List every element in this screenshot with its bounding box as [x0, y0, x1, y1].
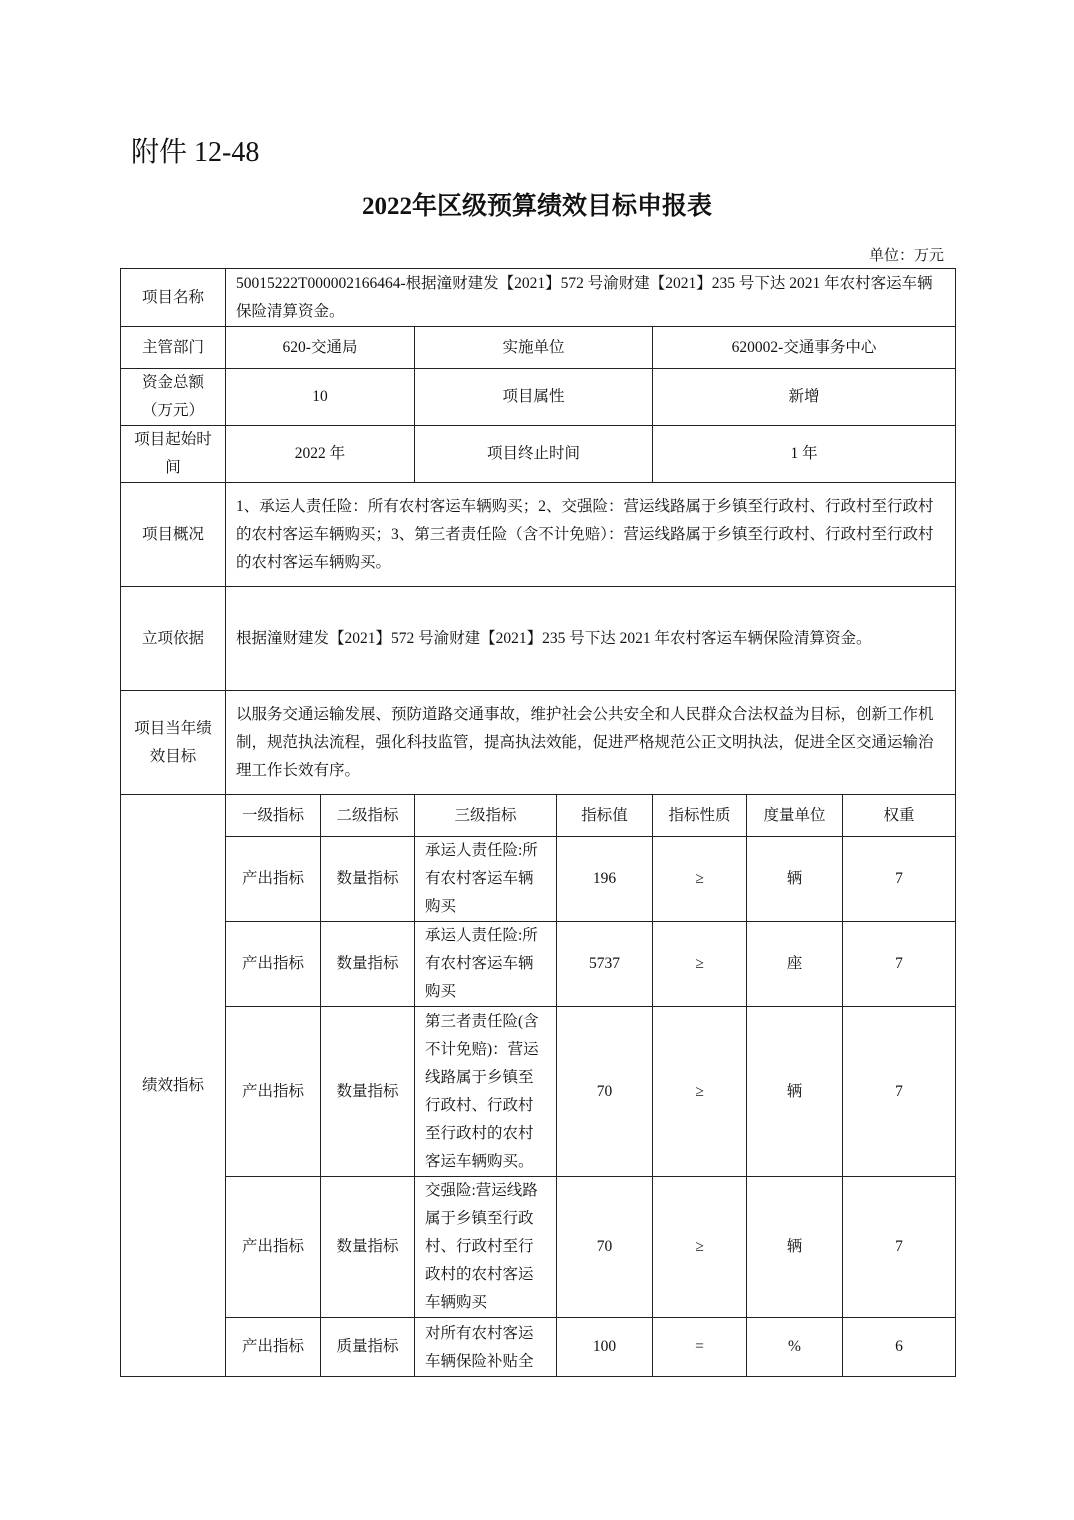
impl-unit-label: 实施单位 — [415, 327, 653, 369]
budget-performance-table — [120, 268, 956, 1377]
weight: 6 — [843, 1318, 956, 1377]
unit: % — [747, 1318, 843, 1377]
unit-label: 单位：万元 — [868, 248, 944, 264]
dept-label: 主管部门 — [121, 327, 226, 369]
level3: 第三者责任险(含不计免赔)：营运线路属于乡镇至行政村、行政村至行政村的农村客运车辆购买。 — [415, 1007, 557, 1177]
level3: 承运人责任险:所有农村客运车辆购买 — [415, 837, 557, 922]
document-title: 2022年区级预算绩效目标申报表 — [361, 193, 712, 220]
weight: 7 — [843, 922, 956, 1007]
indicators-label: 绩效指标 — [121, 795, 226, 1377]
unit: 座 — [747, 922, 843, 1007]
level2: 数量指标 — [321, 1177, 415, 1318]
level2: 数量指标 — [321, 1007, 415, 1177]
level2: 数量指标 — [321, 922, 415, 1007]
nature: ≥ — [653, 922, 747, 1007]
start-time-label: 项目起始时间 — [121, 426, 226, 483]
header-value: 指标值 — [557, 795, 653, 837]
attr-label: 项目属性 — [415, 369, 653, 426]
value: 100 — [557, 1318, 653, 1377]
value: 70 — [557, 1177, 653, 1318]
level3: 交强险:营运线路属于乡镇至行政村、行政村至行政村的农村客运车辆购买 — [415, 1177, 557, 1318]
end-time-value: 1 年 — [653, 426, 956, 483]
level1: 产出指标 — [226, 1177, 321, 1318]
unit: 辆 — [747, 1177, 843, 1318]
end-time-label: 项目终止时间 — [415, 426, 653, 483]
level3: 对所有农村客运车辆保险补贴全 — [425, 1325, 534, 1370]
nature: ≥ — [653, 837, 747, 922]
value: 196 — [557, 837, 653, 922]
header-unit: 度量单位 — [747, 795, 843, 837]
project-name-label: 项目名称 — [121, 269, 226, 327]
unit: 辆 — [747, 837, 843, 922]
header-level1: 一级指标 — [226, 795, 321, 837]
attr-value: 新增 — [653, 369, 956, 426]
nature: ≥ — [653, 1007, 747, 1177]
level1: 产出指标 — [226, 1318, 321, 1377]
header-level2: 二级指标 — [321, 795, 415, 837]
nature: = — [653, 1318, 747, 1377]
basis-value: 根据潼财建发【2021】572 号渝财建【2021】235 号下达 2021 年农村客运车辆保险清算资金。 — [226, 587, 956, 691]
weight: 7 — [843, 1007, 956, 1177]
overview-label: 项目概况 — [121, 483, 226, 587]
nature: ≥ — [653, 1177, 747, 1318]
dept-value: 620-交通局 — [226, 327, 415, 369]
goal-value: 以服务交通运输发展、预防道路交通事故，维护社会公共安全和人民群众合法权益为目标，创新工作机制，规范执法流程，强化科技监管，提高执法效能，促进严格规范公正文明执法，促进全区交通运输治理工作长效有序。 — [226, 691, 956, 795]
start-time-value: 2022 年 — [226, 426, 415, 483]
basis-label: 立项依据 — [121, 587, 226, 691]
table-row — [121, 1007, 956, 1177]
table-row — [121, 1318, 956, 1377]
level1: 产出指标 — [226, 1007, 321, 1177]
attachment-number: 附件 12-48 — [131, 137, 260, 168]
level2: 质量指标 — [321, 1318, 415, 1377]
impl-unit-value: 620002-交通事务中心 — [653, 327, 956, 369]
table-row — [121, 837, 956, 922]
value: 5737 — [557, 922, 653, 1007]
table-row — [121, 1177, 956, 1318]
level1: 产出指标 — [226, 922, 321, 1007]
indicator-header-row — [121, 795, 956, 837]
value: 70 — [557, 1007, 653, 1177]
overview-value: 1、承运人责任险：所有农村客运车辆购买；2、交强险：营运线路属于乡镇至行政村、行政村至行政村的农村客运车辆购买；3、第三者责任险（含不计免赔）：营运线路属于乡镇至行政村、行政村至行政村的农村客运车辆购买。 — [226, 483, 956, 587]
funds-label: 资金总额（万元） — [121, 369, 226, 426]
level1: 产出指标 — [226, 837, 321, 922]
weight: 7 — [843, 1177, 956, 1318]
level3: 承运人责任险:所有农村客运车辆购买 — [415, 922, 557, 1007]
level2: 数量指标 — [321, 837, 415, 922]
header-nature: 指标性质 — [653, 795, 747, 837]
project-name-value: 50015222T000002166464-根据潼财建发【2021】572 号渝财建【2021】235 号下达 2021 年农村客运车辆保险清算资金。 — [226, 269, 956, 327]
weight: 7 — [843, 837, 956, 922]
unit: 辆 — [747, 1007, 843, 1177]
funds-value: 10 — [226, 369, 415, 426]
goal-label: 项目当年绩效目标 — [121, 691, 226, 795]
table-row — [121, 922, 956, 1007]
header-weight: 权重 — [843, 795, 956, 837]
header-level3: 三级指标 — [415, 795, 557, 837]
